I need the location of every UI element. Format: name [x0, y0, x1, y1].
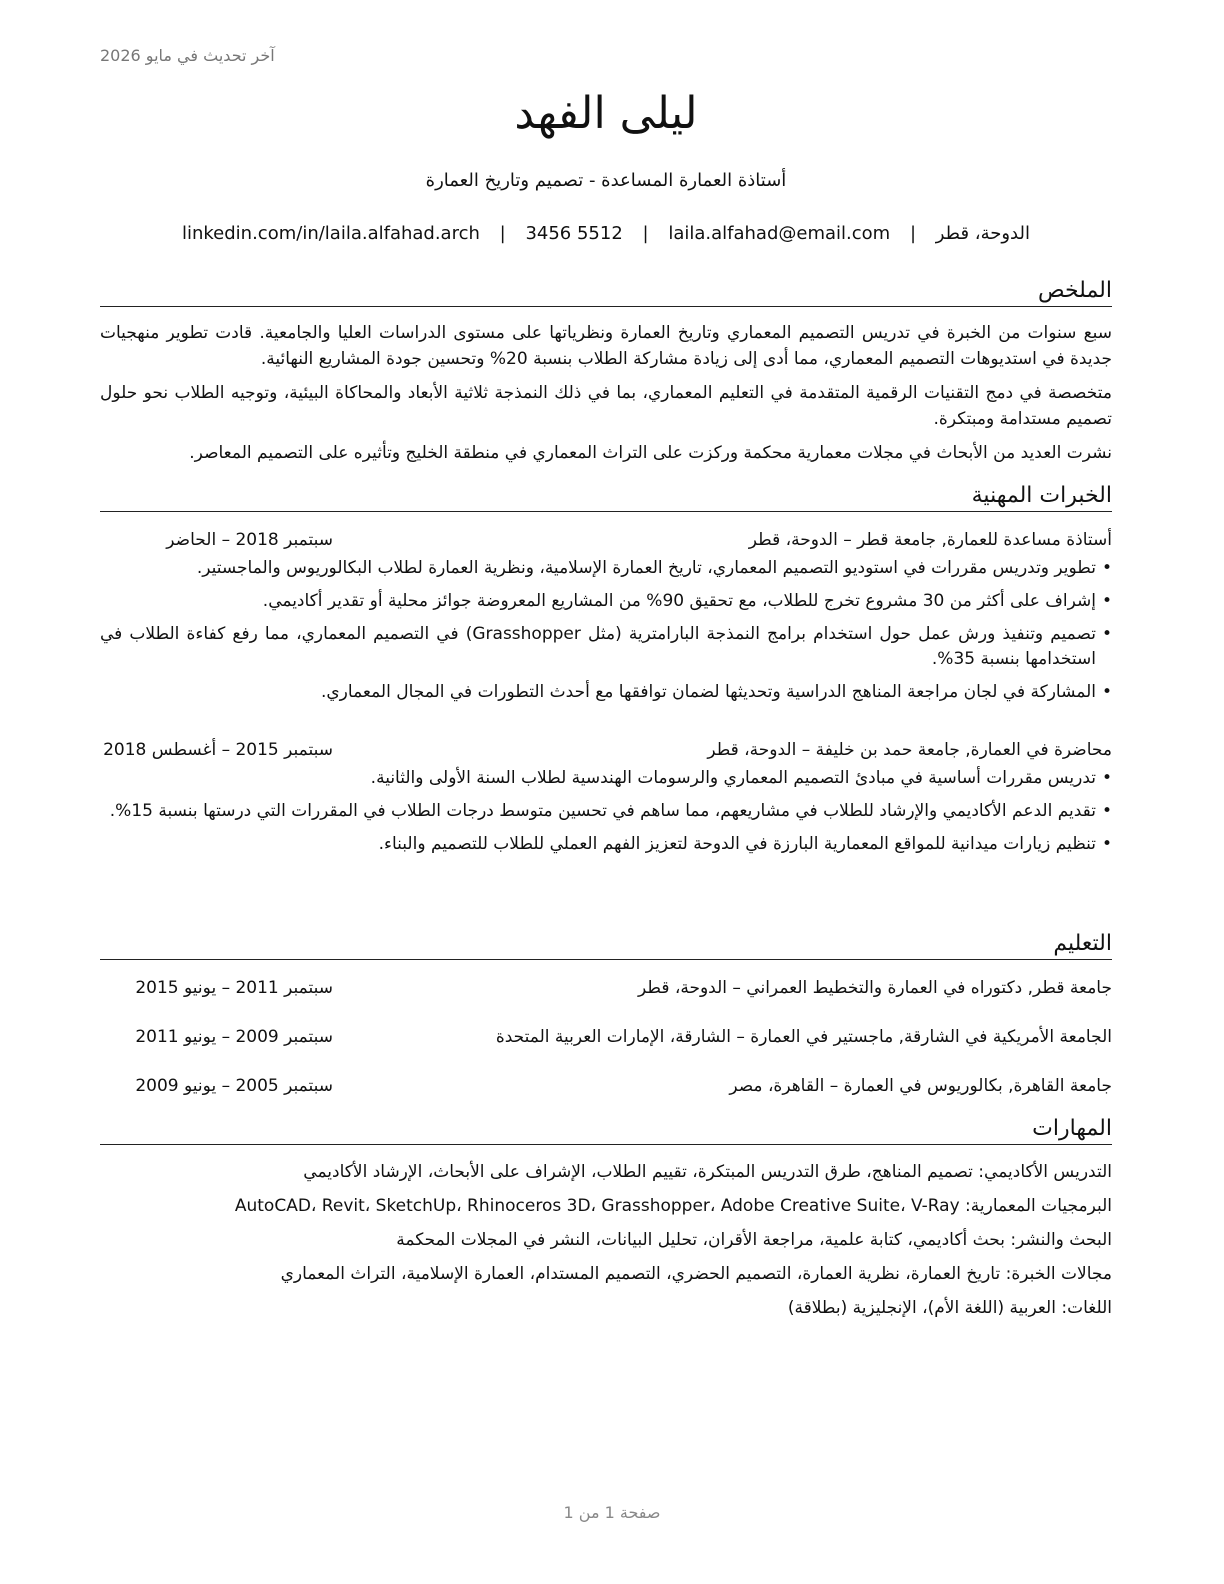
job-dates: سبتمبر 2018 – الحاضر: [166, 530, 333, 550]
education-degree: جامعة قطر, دكتوراه في العمارة والتخطيط العمراني – الدوحة، قطر: [638, 978, 1112, 998]
contact-line: [100, 223, 1112, 244]
resume-page: [100, 0, 1112, 1584]
education-heading: التعليم: [100, 929, 1112, 960]
education-dates: سبتمبر 2005 – يونيو 2009: [135, 1076, 333, 1096]
job-bullet: • المشاركة في لجان مراجعة المناهج الدراسية وتحديثها لضمان توافقها مع أحدث التطورات في المجال المعماري.: [100, 680, 1112, 705]
summary-paragraph: سبع سنوات من الخبرة في تدريس التصميم المعماري وتاريخ العمارة ونظرياتها على مستوى الدراسات العليا والجامعية. قادت تطوير منهجيات جديدة في استديوهات التصميم المعماري، مما أدى إلى زيادة مشاركة الطلاب بنسبة 20% وتحسين جودة المشاريع النهائية.: [100, 323, 1112, 369]
contact-separator: |: [499, 223, 506, 244]
job-bullet: • تطوير وتدريس مقررات في استوديو التصميم المعماري، تاريخ العمارة الإسلامية، ونظرية العمارة لطلاب البكالوريوس والماجستير.: [100, 556, 1112, 581]
job-bullets: [100, 766, 1112, 857]
contact-separator: |: [642, 223, 649, 244]
education-degree: الجامعة الأمريكية في الشارقة, ماجستير في العمارة – الشارقة، الإمارات العربية المتحدة: [495, 1027, 1112, 1047]
job-bullet: • تقديم الدعم الأكاديمي والإرشاد للطلاب في مشاريعهم، مما ساهم في تحسين متوسط درجات الطلاب في المقررات التي درستها بنسبة 15%.: [100, 799, 1112, 824]
contact-linkedin[interactable]: linkedin.com/in/laila.alfahad.arch: [181, 223, 480, 244]
contact-location: الدوحة، قطر: [935, 223, 1030, 244]
education-dates: سبتمبر 2011 – يونيو 2015: [135, 978, 333, 998]
job-bullet: • تصميم وتنفيذ ورش عمل حول استخدام برامج النمذجة البارامترية (مثل Grasshopper) في التصميم المعماري، مما رفع كفاءة الطلاب في استخدامها بنسبة 35%.: [100, 622, 1112, 672]
contact-email[interactable]: laila.alfahad@email.com: [668, 223, 891, 244]
summary-heading: الملخص: [100, 276, 1112, 307]
summary-paragraph: متخصصة في دمج التقنيات الرقمية المتقدمة في التعليم المعماري، بما في ذلك النمذجة ثلاثية الأبعاد والمحاكاة البيئية، وتوجيه الطلاب نحو حلول تصميم مستدامة ومبتكرة.: [100, 383, 1112, 429]
job-bullet: • إشراف على أكثر من 30 مشروع تخرج للطلاب، مع تحقيق 90% من المشاريع المعروضة جوائز محلية أو تقدير أكاديمي.: [100, 589, 1112, 614]
job-entry: [100, 738, 1112, 865]
last-updated-note: آخر تحديث في مايو 2026: [100, 46, 275, 65]
page-number: صفحة 1 من 1: [563, 1503, 661, 1522]
contact-phone[interactable]: 3456 5512: [525, 223, 623, 244]
job-bullet: • تدريس مقررات أساسية في مبادئ التصميم المعماري والرسومات الهندسية لطلاب السنة الأولى والثانية.: [100, 766, 1112, 791]
skill-line: مجالات الخبرة: تاريخ العمارة، نظرية العمارة، التصميم الحضري، التصميم المستدام، العمارة الإسلامية، التراث المعماري: [280, 1264, 1112, 1284]
education-dates: سبتمبر 2009 – يونيو 2011: [135, 1027, 333, 1047]
job-title: أستاذة العمارة المساعدة - تصميم وتاريخ العمارة: [425, 170, 787, 191]
education-item: [100, 976, 1112, 1000]
skills-heading: المهارات: [100, 1114, 1112, 1145]
education-item: [100, 1025, 1112, 1049]
job-dates: سبتمبر 2015 – أغسطس 2018: [103, 740, 333, 760]
education-degree: جامعة القاهرة, بكالوريوس في العمارة – القاهرة، مصر: [729, 1076, 1112, 1096]
job-bullets: [100, 556, 1112, 705]
job-bullet: • تنظيم زيارات ميدانية للمواقع المعمارية البارزة في الدوحة لتعزيز الفهم العملي للطلاب للتصميم والبناء.: [100, 832, 1112, 857]
experience-heading: الخبرات المهنية: [100, 481, 1112, 512]
job-title-line: أستاذة مساعدة للعمارة, جامعة قطر – الدوحة، قطر: [748, 530, 1112, 550]
education-item: [100, 1074, 1112, 1098]
skills-section: [100, 1160, 1112, 1330]
person-name: ليلى الفهد: [514, 88, 698, 139]
skill-line: البحث والنشر: بحث أكاديمي، كتابة علمية، مراجعة الأقران، تحليل البيانات، النشر في المجلات المحكمة: [396, 1230, 1112, 1250]
skill-line: اللغات: العربية (اللغة الأم)، الإنجليزية (بطلاقة): [787, 1298, 1112, 1318]
skill-line: البرمجيات المعمارية: AutoCAD، Revit، SketchUp، Rhinoceros 3D، Grasshopper، Adobe Creative Suite، V-Ray: [234, 1196, 1112, 1216]
summary-section: [100, 320, 1112, 474]
job-entry: [100, 528, 1112, 713]
skill-line: التدريس الأكاديمي: تصميم المناهج، طرق التدريس المبتكرة، تقييم الطلاب، الإشراف على الأبحاث، الإرشاد الأكاديمي: [303, 1162, 1112, 1182]
summary-paragraph: نشرت العديد من الأبحاث في مجلات معمارية محكمة وركزت على التراث المعماري في منطقة الخليج وتأثيره على التصميم المعاصر.: [189, 443, 1112, 463]
job-title-line: محاضرة في العمارة, جامعة حمد بن خليفة – الدوحة، قطر: [707, 740, 1112, 760]
contact-separator: |: [909, 223, 917, 244]
